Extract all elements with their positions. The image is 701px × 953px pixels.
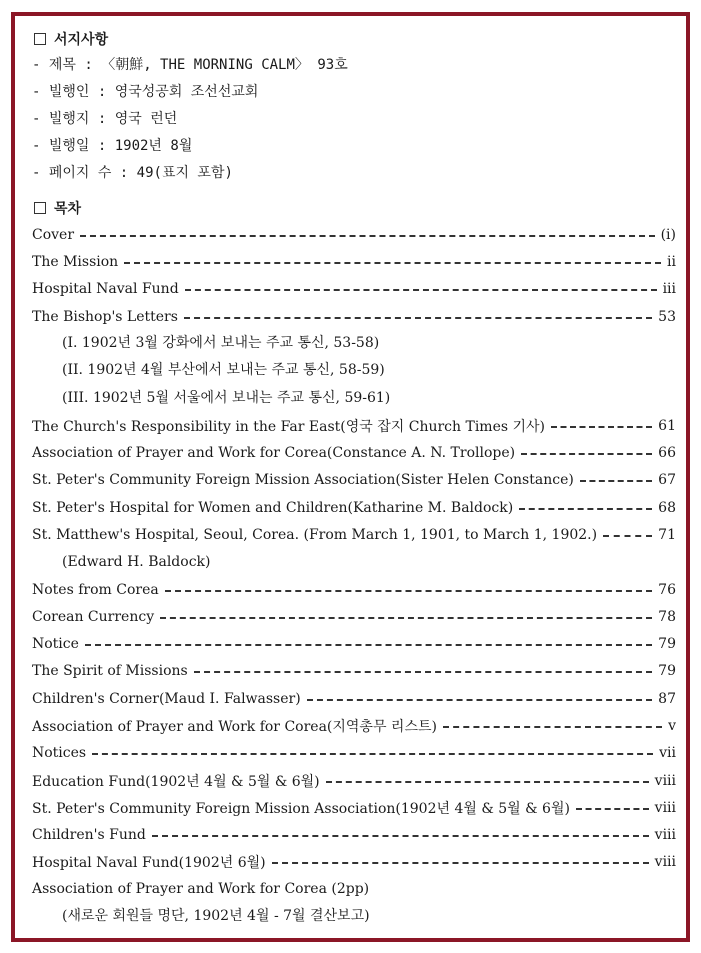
toc-entry-page: 66	[658, 445, 676, 462]
toc-subentry: (새로운 회원들 명단, 1902년 4월 - 7월 결산보고)	[62, 908, 370, 925]
dash-leader	[124, 262, 661, 264]
document-frame	[11, 12, 690, 942]
toc-entry	[32, 276, 676, 303]
toc-entry-title: St. Peter's Hospital for Women and Children(Katharine M. Baldock)	[32, 499, 514, 516]
toc-subentry: (III. 1902년 5월 서울에서 보내는 주교 통신, 59-61)	[62, 389, 391, 406]
toc-entry-title: The Mission	[32, 253, 119, 270]
dash-leader	[603, 535, 652, 537]
toc-entry	[32, 412, 676, 439]
bib-value: 〈朝鮮, THE MORNING CALM〉 93호	[101, 57, 348, 73]
bib-label: - 빌행지 :	[32, 111, 115, 127]
dash-leader	[272, 862, 649, 864]
bib-label: - 제목 :	[32, 57, 102, 73]
toc-entry-page: ii	[667, 253, 676, 270]
bib-value: 영국 런던	[114, 111, 178, 127]
toc-subentry: (I. 1902년 3월 강화에서 보내는 주교 통신, 53-58)	[62, 335, 380, 352]
bib-value: 1902년 8월	[114, 138, 193, 154]
dash-leader	[185, 289, 657, 291]
toc-entry-page: vii	[659, 745, 676, 762]
toc-entry-page: 68	[658, 499, 676, 516]
toc-entry-page: viii	[654, 799, 676, 816]
toc-heading-text: 목차	[54, 201, 82, 217]
toc-entry-title: The Spirit of Missions	[32, 663, 188, 680]
dash-leader	[326, 781, 649, 783]
toc-entry-title: Notice	[32, 636, 79, 653]
checkbox-square-icon	[34, 202, 46, 214]
dash-leader	[551, 426, 652, 428]
dash-leader	[184, 317, 652, 319]
toc-entry	[32, 576, 676, 603]
toc-entry-page: viii	[654, 827, 676, 844]
toc-entry-title: St. Peter's Community Foreign Mission Association(1902년 4월 & 5월 & 6월)	[32, 800, 570, 817]
toc-entry	[32, 794, 676, 821]
toc-entry-title: The Bishop's Letters	[32, 308, 178, 325]
toc-entry-page: 76	[658, 581, 676, 598]
bib-label: - 페이지 수 :	[32, 165, 137, 181]
bib-row	[32, 133, 676, 160]
bib-row	[32, 52, 676, 79]
dash-leader	[194, 671, 652, 673]
dash-leader	[85, 644, 652, 646]
toc-entry-title: Children's Corner(Maud I. Falwasser)	[32, 690, 301, 707]
toc-entry-title: Notices	[32, 745, 87, 762]
toc-entry	[32, 303, 676, 330]
toc-heading	[32, 195, 676, 221]
bib-row	[32, 79, 676, 106]
toc-entry	[32, 439, 676, 466]
toc-entry-page: 71	[658, 526, 676, 543]
toc-entry-title: Notes from Corea	[32, 581, 159, 598]
bib-row	[32, 106, 676, 133]
checkbox-square-icon	[34, 33, 46, 45]
toc-entry	[32, 822, 676, 849]
toc-entry-page: iii	[662, 281, 676, 298]
toc-entry-title: Corean Currency	[32, 608, 155, 625]
toc-entry	[32, 712, 676, 739]
toc-entry	[32, 521, 676, 548]
bib-heading-text: 서지사항	[54, 32, 109, 48]
toc-entry-page: 79	[658, 636, 676, 653]
toc-entry-page: 53	[658, 308, 676, 325]
toc-entry-page: viii	[654, 772, 676, 789]
toc-entry-title: St. Peter's Community Foreign Mission Association(Sister Helen Constance)	[32, 472, 574, 489]
toc-entry-page: viii	[654, 854, 676, 871]
toc-entry	[32, 494, 676, 521]
bib-list	[32, 52, 676, 187]
dash-leader	[80, 235, 655, 237]
toc-entry	[32, 630, 676, 657]
toc-entry-title: Children's Fund	[32, 827, 146, 844]
toc-entry-page: 87	[658, 690, 676, 707]
toc-entry-title: Cover	[32, 226, 75, 243]
toc-entry-page: 79	[658, 663, 676, 680]
toc-entry-page: 67	[658, 472, 676, 489]
toc-entry-title: St. Matthew's Hospital, Seoul, Corea. (From March 1, 1901, to March 1, 1902.)	[32, 526, 598, 543]
toc-entry	[32, 221, 676, 248]
dash-leader	[580, 480, 652, 482]
toc-entry-title: Association of Prayer and Work for Corea (2pp)	[32, 881, 370, 898]
toc-subentry: (Edward H. Baldock)	[62, 553, 211, 570]
bib-value: 영국성공회 조선선교회	[114, 84, 259, 100]
toc-entry	[32, 876, 676, 903]
toc-entry-title: Association of Prayer and Work for Corea(Constance A. N. Trollope)	[32, 445, 516, 462]
toc-entry-title: The Church's Responsibility in the Far East(영국 잡지 Church Times 기사)	[32, 418, 546, 435]
bib-value: 49(표지 포함)	[136, 165, 233, 181]
toc-entry	[32, 467, 676, 494]
bib-label: - 빌행일 :	[32, 138, 115, 154]
toc-entry	[32, 603, 676, 630]
dash-leader	[92, 753, 653, 755]
toc-entry-title: Hospital Naval Fund(1902년 6월)	[32, 855, 266, 872]
dash-leader	[152, 835, 649, 837]
toc-entry	[32, 658, 676, 685]
dash-leader	[576, 808, 649, 810]
dash-leader	[519, 508, 652, 510]
dash-leader	[443, 726, 662, 728]
dash-leader	[160, 617, 652, 619]
toc-subentry: (II. 1902년 4월 부산에서 보내는 주교 통신, 58-59)	[62, 362, 385, 379]
toc-entry-page: 61	[658, 417, 676, 434]
document-body	[32, 26, 676, 931]
toc-entry-title: Association of Prayer and Work for Corea(지역총무 리스트)	[32, 718, 437, 735]
toc-entry	[32, 685, 676, 712]
dash-leader	[165, 590, 652, 592]
toc-entry-page: v	[668, 717, 676, 734]
toc-entry-title: Education Fund(1902년 4월 & 5월 & 6월)	[32, 773, 320, 790]
toc-entry-page: (i)	[660, 226, 676, 243]
bib-label: - 빌행인 :	[32, 84, 115, 100]
toc-list	[32, 221, 676, 931]
toc-entry	[32, 248, 676, 275]
bib-row	[32, 160, 676, 187]
toc-entry-title: Hospital Naval Fund	[32, 281, 179, 298]
dash-leader	[307, 699, 652, 701]
toc-entry	[32, 767, 676, 794]
toc-entry	[32, 740, 676, 767]
bib-heading	[32, 26, 676, 52]
toc-entry	[32, 849, 676, 876]
toc-entry-page: 78	[658, 608, 676, 625]
dash-leader	[521, 453, 652, 455]
